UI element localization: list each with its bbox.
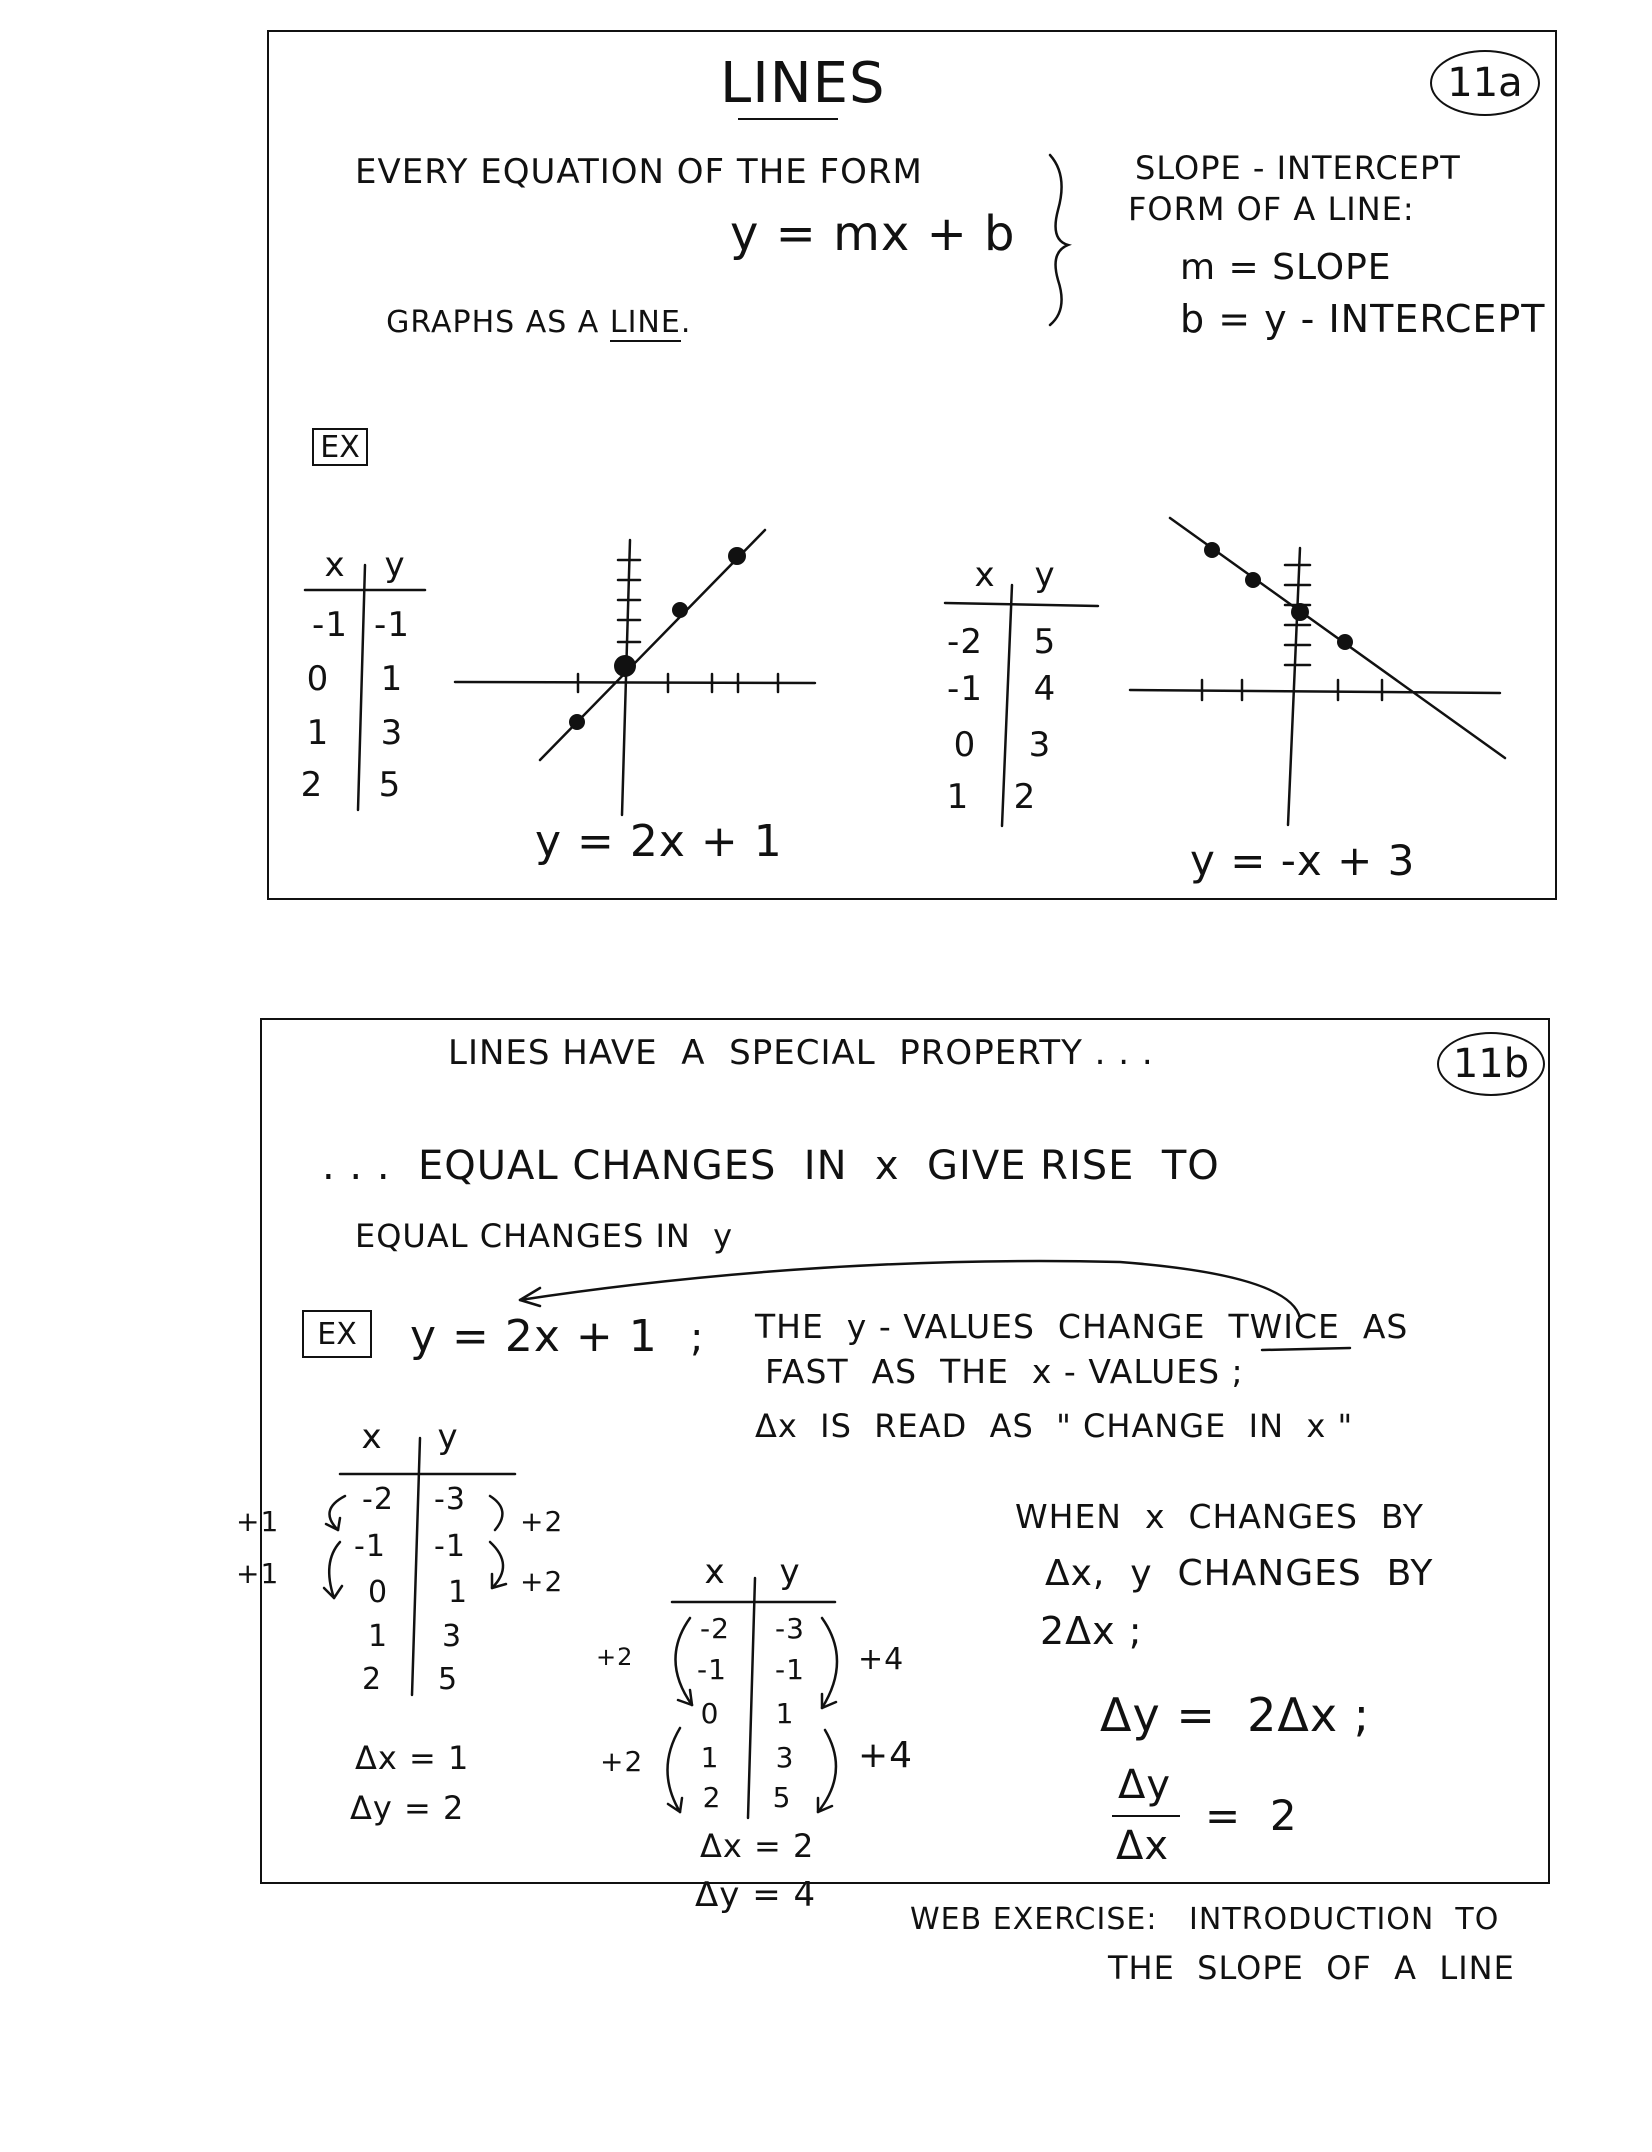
twice-arrow: [520, 1261, 1300, 1318]
t1-row1-x: -2: [362, 1482, 394, 1517]
ex1-row4-x: 2: [300, 765, 324, 805]
ex2-row4-y: 2: [1013, 777, 1037, 817]
ex1-row3-y: 3: [380, 713, 404, 753]
t2-header-x: x: [704, 1552, 726, 1592]
example-label-11b: EX: [302, 1310, 372, 1358]
t1-delta-y: Δy = 2: [350, 1789, 465, 1827]
ex1-header-y: y: [384, 545, 406, 585]
web-exercise-line2: THE SLOPE OF A LINE: [1108, 1949, 1515, 1987]
definition-slope: m = SLOPE: [1180, 247, 1392, 288]
fraction-numerator: Δy: [1118, 1762, 1172, 1808]
t2-row4-x: 1: [700, 1741, 720, 1774]
t2-row2-y: -1: [775, 1653, 805, 1686]
t1-row4-y: 3: [441, 1619, 463, 1654]
ex1-row3-x: 1: [306, 713, 330, 753]
when-line3: 2Δx ;: [1040, 1609, 1143, 1653]
ex2-row3-y: 3: [1028, 725, 1052, 765]
page-badge-11b: 11b: [1437, 1032, 1545, 1096]
note-line1: THE y - VALUES CHANGE TWICE AS: [755, 1307, 1409, 1346]
property-heading: LINES HAVE A SPECIAL PROPERTY . . .: [448, 1033, 1154, 1073]
t1-delta-x: Δx = 1: [355, 1739, 470, 1777]
fraction-result: = 2: [1205, 1791, 1298, 1840]
t2-row4-y: 3: [775, 1741, 795, 1774]
t2-row1-y: -3: [775, 1612, 805, 1645]
t2-row5-x: 2: [702, 1781, 722, 1814]
t2-left-arrow-2: [668, 1728, 681, 1812]
t2-delta-y: Δy = 4: [695, 1875, 817, 1915]
t1-row5-y: 5: [437, 1662, 459, 1697]
t1-left-mark-1: +1: [236, 1505, 280, 1538]
note-line3: Δx IS READ AS " CHANGE IN x ": [755, 1407, 1354, 1445]
t1-row2-x: -1: [354, 1529, 386, 1564]
t2-delta-x: Δx = 2: [700, 1827, 815, 1865]
fraction-denominator: Δx: [1116, 1823, 1170, 1869]
when-line1: WHEN x CHANGES BY: [1015, 1497, 1424, 1536]
statement-line3-pre: GRAPHS AS A: [386, 305, 610, 340]
t1-right-arrow-1: [490, 1496, 502, 1530]
ex1-row1-y: -1: [374, 605, 410, 645]
t2-header-y: y: [779, 1552, 801, 1592]
t1-left-mark-2: +1: [236, 1557, 280, 1590]
t1-row5-x: 2: [361, 1662, 383, 1697]
statement-equation: y = mx + b: [730, 206, 1016, 262]
ex1-row2-x: 0: [306, 659, 330, 699]
note-line2: FAST AS THE x - VALUES ;: [765, 1352, 1244, 1391]
statement-line-word: LINE: [609, 305, 681, 340]
web-exercise-line1: WEB EXERCISE: INTRODUCTION TO: [910, 1902, 1500, 1937]
ex1-caption: y = 2x + 1: [535, 816, 783, 867]
ex2-row2-y: 4: [1033, 669, 1057, 709]
statement-line1: EVERY EQUATION OF THE FORM: [355, 152, 923, 192]
ex2-row3-x: 0: [953, 725, 977, 765]
t2-right-arrow-2: [818, 1730, 836, 1812]
t2-row1-x: -2: [700, 1612, 730, 1645]
t1-row3-y: 1: [447, 1575, 469, 1610]
ex2-header-y: y: [1034, 555, 1056, 595]
t1-header-x: x: [361, 1417, 383, 1457]
example-semicolon: ;: [690, 1315, 705, 1361]
t1-row2-y: -1: [434, 1529, 466, 1564]
t2-right-mark-1: +4: [858, 1642, 905, 1677]
t1-row4-x: 1: [367, 1619, 389, 1654]
ex2-row4-x: 1: [946, 777, 970, 817]
delta-y-equation: Δy = 2Δx ;: [1100, 1688, 1371, 1742]
twice-underline: [1262, 1348, 1350, 1350]
ex2-row1-x: -2: [947, 622, 983, 662]
t2-row2-x: -1: [697, 1653, 727, 1686]
t1-header-y: y: [437, 1417, 459, 1457]
t2-row3-y: 1: [775, 1697, 795, 1730]
t1-row1-y: -3: [434, 1482, 466, 1517]
example-label-11a: EX: [312, 428, 368, 466]
ex1-row4-y: 5: [378, 765, 402, 805]
ex1-header-x: x: [324, 545, 346, 585]
t2-column-rule: [748, 1578, 755, 1818]
statement-line3-post: .: [680, 305, 692, 340]
t1-right-mark-1: +2: [520, 1505, 564, 1538]
t1-left-arrow-1: [329, 1496, 345, 1530]
t2-row3-x: 0: [700, 1697, 720, 1730]
definition-line1: SLOPE - INTERCEPT: [1135, 149, 1461, 187]
t1-right-mark-2: +2: [520, 1565, 564, 1598]
t1-column-rule: [412, 1438, 420, 1695]
t1-row3-x: 0: [367, 1575, 389, 1610]
page-title: LINES: [720, 51, 886, 116]
ex2-caption: y = -x + 3: [1190, 836, 1416, 885]
ex2-row2-x: -1: [947, 669, 983, 709]
page-badge-11a: 11a: [1430, 50, 1540, 116]
ex2-header-x: x: [974, 555, 996, 595]
property-line2: . . . EQUAL CHANGES IN x GIVE RISE TO: [322, 1143, 1220, 1189]
t2-row5-y: 5: [772, 1781, 792, 1814]
t2-left-mark-1: +2: [596, 1643, 634, 1671]
property-line3: EQUAL CHANGES IN y: [355, 1217, 734, 1255]
definition-line2: FORM OF A LINE:: [1128, 190, 1415, 228]
example-equation: y = 2x + 1: [410, 1311, 658, 1362]
t2-right-mark-2: +4: [858, 1735, 914, 1776]
definition-intercept: b = y - INTERCEPT: [1180, 297, 1546, 341]
ex1-row2-y: 1: [380, 659, 404, 699]
when-line2: Δx, y CHANGES BY: [1045, 1553, 1434, 1594]
t2-left-mark-2: +2: [600, 1745, 644, 1778]
ex1-row1-x: -1: [312, 605, 348, 645]
ex2-row1-y: 5: [1033, 622, 1057, 662]
t2-right-arrow-1: [822, 1618, 837, 1708]
